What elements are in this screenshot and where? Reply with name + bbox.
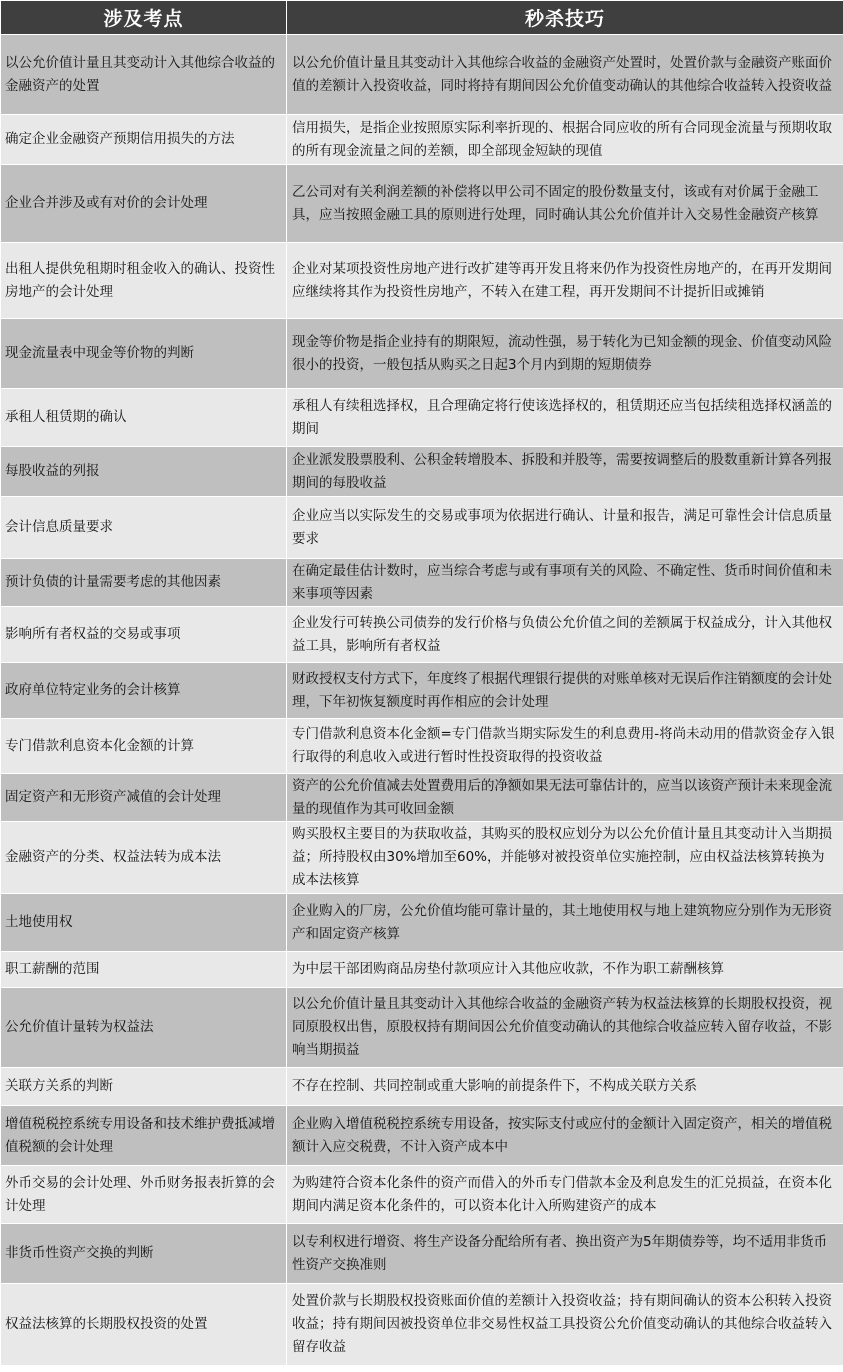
tip-cell: 在确定最佳估计数时，应当综合考虑与或有事项有关的风险、不确定性、货币时间价值和未来事项等因素: [287, 559, 843, 607]
topic-cell: 企业合并涉及或有对价的会计处理: [1, 165, 287, 243]
topic-cell: 土地使用权: [1, 894, 287, 952]
table-row: [1, 774, 843, 822]
topic-cell: 金融资产的分类、权益法转为成本法: [1, 822, 287, 894]
topic-cell: 会计信息质量要求: [1, 497, 287, 559]
topic-cell: 外币交易的会计处理、外币财务报表折算的会计处理: [1, 1166, 287, 1224]
table-row: [1, 1284, 843, 1366]
header-topic: 涉及考点: [1, 1, 287, 35]
tip-cell: 以专利权进行增资、将生产设备分配给所有者、换出资产为5年期债券等，均不适用非货币性资产交换准则: [287, 1224, 843, 1284]
tip-cell: 财政授权支付方式下，年度终了根据代理银行提供的对账单核对无误后作注销额度的会计处理，下年初恢复额度时再作相应的会计处理: [287, 663, 843, 719]
topic-cell: 预计负债的计量需要考虑的其他因素: [1, 559, 287, 607]
header-tip: 秒杀技巧: [287, 1, 843, 35]
tip-cell: 企业对某项投资性房地产进行改扩建等再开发且将来仍作为投资性房地产的，在再开发期间应继续将其作为投资性房地产，不转入在建工程，再开发期间不计提折旧或摊销: [287, 243, 843, 319]
tip-cell: 为中层干部团购商品房垫付款项应计入其他应收款，不作为职工薪酬核算: [287, 952, 843, 988]
topic-cell: 增值税税控系统专用设备和技术维护费抵减增值税额的会计处理: [1, 1106, 287, 1166]
table-row: [1, 1224, 843, 1284]
topic-cell: 每股收益的列报: [1, 447, 287, 497]
topic-cell: 影响所有者权益的交易或事项: [1, 607, 287, 663]
tip-cell: 处置价款与长期股权投资账面价值的差额计入投资收益；持有期间确认的资本公积转入投资收益；持有期间因被投资单位非交易性权益工具投资公允价值变动确认的其他综合收益转入留存收益: [287, 1284, 843, 1366]
table-row: [1, 559, 843, 607]
tip-cell: 购买股权主要目的为获取收益，其购买的股权应划分为以公允价值计量且其变动计入当期损益；所持股权由30%增加至60%，并能够对被投资单位实施控制，应由权益法核算转换为成本法核算: [287, 822, 843, 894]
tip-cell: 以公允价值计量且其变动计入其他综合收益的金融资产转为权益法核算的长期股权投资，视同原股权出售，原股权持有期间因公允价值变动确认的其他综合收益应转入留存收益，不影响当期损益: [287, 988, 843, 1068]
topic-cell: 以公允价值计量且其变动计入其他综合收益的金融资产的处置: [1, 35, 287, 115]
table-row: [1, 988, 843, 1068]
table-row: [1, 719, 843, 774]
table-row: [1, 822, 843, 894]
table-row: [1, 115, 843, 165]
table-row: [1, 952, 843, 988]
tip-cell: 不存在控制、共同控制或重大影响的前提条件下，不构成关联方关系: [287, 1068, 843, 1106]
tip-cell: 信用损失，是指企业按照原实际利率折现的、根据合同应收的所有合同现金流量与预期收取的所有现金流量之间的差额，即全部现金短缺的现值: [287, 115, 843, 165]
table-row: [1, 1166, 843, 1224]
topic-cell: 公允价值计量转为权益法: [1, 988, 287, 1068]
tip-cell: 为购建符合资本化条件的资产而借入的外币专门借款本金及利息发生的汇兑损益，在资本化期间内满足资本化条件的，可以资本化计入所购建资产的成本: [287, 1166, 843, 1224]
tip-cell: 承租人有续租选择权，且合理确定将行使该选择权的，租赁期还应当包括续租选择权涵盖的期间: [287, 389, 843, 447]
table-row: [1, 894, 843, 952]
table-row: [1, 1068, 843, 1106]
topic-cell: 确定企业金融资产预期信用损失的方法: [1, 115, 287, 165]
topic-cell: 固定资产和无形资产减值的会计处理: [1, 774, 287, 822]
tip-cell: 企业购入增值税税控系统专用设备，按实际支付或应付的金额计入固定资产，相关的增值税额计入应交税费，不计入资产成本中: [287, 1106, 843, 1166]
table-row: [1, 165, 843, 243]
table-row: [1, 319, 843, 389]
tip-cell: 乙公司对有关利润差额的补偿将以甲公司不固定的股份数量支付，该或有对价属于金融工具，应当按照金融工具的原则进行处理，同时确认其公允价值并计入交易性金融资产核算: [287, 165, 843, 243]
topic-cell: 非货币性资产交换的判断: [1, 1224, 287, 1284]
topic-cell: 政府单位特定业务的会计核算: [1, 663, 287, 719]
tip-cell: 资产的公允价值减去处置费用后的净额如果无法可靠估计的，应当以该资产预计未来现金流量的现值作为其可收回金额: [287, 774, 843, 822]
table-row: [1, 447, 843, 497]
tip-cell: 企业应当以实际发生的交易或事项为依据进行确认、计量和报告，满足可靠性会计信息质量要求: [287, 497, 843, 559]
table-header-row: [1, 1, 843, 35]
topic-cell: 承租人租赁期的确认: [1, 389, 287, 447]
tip-cell: 企业购入的厂房，公允价值均能可靠计量的，其土地使用权与地上建筑物应分别作为无形资产和固定资产核算: [287, 894, 843, 952]
table-row: [1, 389, 843, 447]
table-row: [1, 497, 843, 559]
topic-cell: 现金流量表中现金等价物的判断: [1, 319, 287, 389]
topic-cell: 专门借款利息资本化金额的计算: [1, 719, 287, 774]
table-row: [1, 1106, 843, 1166]
table-row: [1, 243, 843, 319]
topic-cell: 出租人提供免租期时租金收入的确认、投资性房地产的会计处理: [1, 243, 287, 319]
tip-cell: 现金等价物是指企业持有的期限短，流动性强，易于转化为已知金额的现金、价值变动风险很小的投资，一般包括从购买之日起3个月内到期的短期债券: [287, 319, 843, 389]
table-row: [1, 663, 843, 719]
table-row: [1, 607, 843, 663]
topic-cell: 关联方关系的判断: [1, 1068, 287, 1106]
tip-cell: 企业发行可转换公司债券的发行价格与负债公允价值之间的差额属于权益成分，计入其他权益工具，影响所有者权益: [287, 607, 843, 663]
tip-cell: 以公允价值计量且其变动计入其他综合收益的金融资产处置时，处置价款与金融资产账面价值的差额计入投资收益，同时将持有期间因公允价值变动确认的其他综合收益转入投资收益: [287, 35, 843, 115]
table-row: [1, 35, 843, 115]
tip-cell: 企业派发股票股利、公积金转增股本、拆股和并股等，需要按调整后的股数重新计算各列报期间的每股收益: [287, 447, 843, 497]
topic-cell: 职工薪酬的范围: [1, 952, 287, 988]
tip-cell: 专门借款利息资本化金额=专门借款当期实际发生的利息费用-将尚未动用的借款资金存入银行取得的利息收入或进行暂时性投资取得的投资收益: [287, 719, 843, 774]
topic-cell: 权益法核算的长期股权投资的处置: [1, 1284, 287, 1366]
